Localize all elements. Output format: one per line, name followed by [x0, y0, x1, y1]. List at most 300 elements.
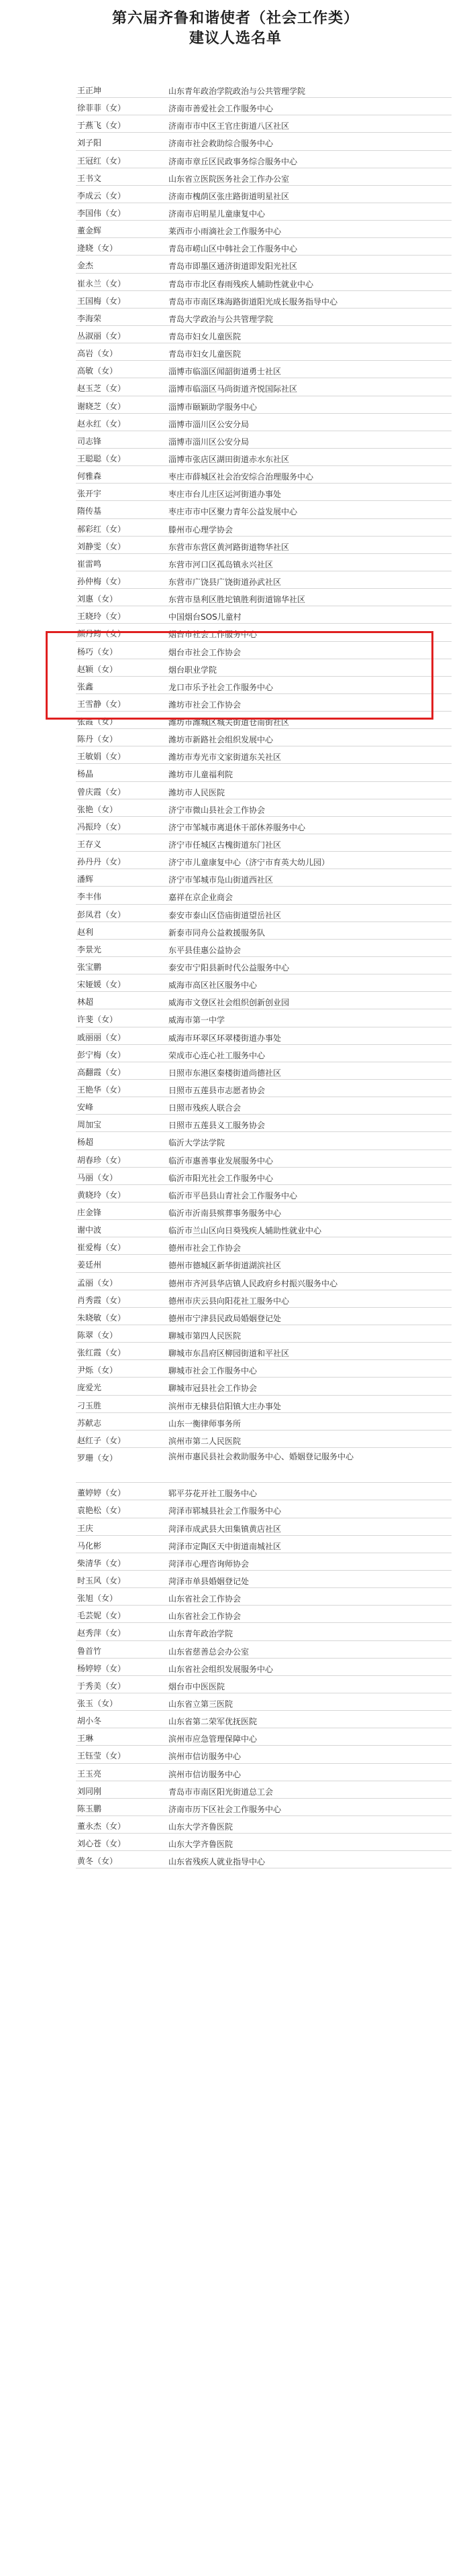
list-item [76, 1413, 452, 1431]
nominee-unit: 济南市市中区王官庄街道八区社区 [168, 121, 290, 131]
nominee-name: 王晓玲（女） [77, 612, 126, 622]
nominee-unit: 菏泽市郓城县社会工作服务中心 [168, 1506, 282, 1516]
nominee-name: 赵红子（女） [77, 1435, 126, 1445]
list-item [76, 764, 452, 781]
nominee-unit: 德州市宁津县民政局婚姻登记处 [168, 1313, 282, 1323]
nominee-unit: 潍坊市社会工作协会 [168, 699, 242, 710]
nominee-name: 赵永红（女） [77, 418, 126, 429]
nominee-name: 赵利 [77, 927, 94, 937]
nominee-name: 谢晓芝（女） [77, 401, 126, 411]
nominee-name: 王雪静（女） [77, 699, 126, 709]
list-item [76, 905, 452, 922]
nominee-name: 黄晓玲（女） [77, 1190, 126, 1200]
list-item [76, 1834, 452, 1851]
list-item [76, 1185, 452, 1202]
nominee-name: 马丽（女） [77, 1172, 118, 1182]
nominee-unit: 日照市残疾人联合会 [168, 1103, 242, 1113]
nominee-unit: 青岛大学政治与公共管理学院 [168, 314, 274, 324]
nominee-name: 李丰伟 [77, 892, 102, 902]
nominee-name: 王正坤 [77, 86, 102, 95]
nominee-unit: 枣庄市台儿庄区运河街道办事处 [168, 490, 282, 500]
nominee-unit: 德州市社会工作协会 [168, 1243, 242, 1253]
nominee-name: 赵玉芝（女） [77, 384, 126, 394]
nominee-unit: 山东省慈善总会办公室 [168, 1646, 250, 1657]
nominee-unit: 济南市槐荫区张庄路街道明星社区 [168, 191, 290, 201]
nominee-unit: 日照市东港区秦楼街道尚德社区 [168, 1068, 282, 1078]
list-item [76, 1097, 452, 1115]
nominee-name: 崔永兰（女） [77, 278, 126, 288]
list-item [76, 1360, 452, 1378]
nominee-unit: 济南市启明星儿童康复中心 [168, 209, 266, 219]
nominee-unit: 德州市齐河县华店镇人民政府乡村振兴服务中心 [168, 1278, 338, 1288]
nominee-name: 毛芸妮（女） [77, 1611, 126, 1621]
nominee-unit: 青岛市市南区珠海路街道阳光成长服务指导中心 [168, 296, 338, 306]
nominee-name: 孙丹丹（女） [77, 857, 126, 867]
list-item [76, 1623, 452, 1640]
nominee-unit: 菏泽市单县婚姻登记处 [168, 1576, 250, 1586]
nominee-name: 于燕飞（女） [77, 121, 126, 131]
list-item [76, 449, 452, 466]
list-item [76, 186, 452, 203]
nominee-name: 王琳 [77, 1734, 94, 1744]
list-item [76, 466, 452, 484]
nominee-name: 安峰 [77, 1103, 94, 1113]
nominee-name: 刘同刚 [77, 1786, 102, 1796]
nominee-unit: 滨州市信访服务中心 [168, 1752, 242, 1762]
nominee-unit: 青岛市市南区阳光街道总工会 [168, 1787, 274, 1797]
nominee-name: 刘静雯（女） [77, 541, 126, 551]
nominee-name: 王国梅（女） [77, 296, 126, 306]
nominee-name: 王冠红（女） [77, 156, 126, 166]
nominee-name: 金杰 [77, 261, 94, 271]
nominee-name: 宋娅媛（女） [77, 980, 126, 990]
list-item [76, 1202, 452, 1220]
nominee-unit: 日照市五莲县市志愿者协会 [168, 1086, 266, 1096]
nominee-name: 高敏（女） [77, 366, 118, 376]
nominee-unit: 青岛市市北区春雨残疾人辅助性就业中心 [168, 279, 314, 289]
list-item [76, 1781, 452, 1799]
nominee-name: 崔雷鸣 [77, 559, 102, 569]
nominee-name: 曾庆霞（女） [77, 787, 126, 797]
list-item [76, 1728, 452, 1746]
list-item [76, 168, 452, 186]
list-item [76, 326, 452, 343]
nominee-list [76, 80, 452, 1868]
list-item [76, 1308, 452, 1325]
nominee-name: 刘心苍（女） [77, 1839, 126, 1849]
nominee-name: 孟丽（女） [77, 1278, 118, 1288]
nominee-name: 彭凤君（女） [77, 909, 126, 919]
nominee-name: 姜廷州 [77, 1260, 102, 1270]
nominee-unit: 淄博市淄川区公安分局 [168, 437, 250, 447]
list-item [76, 1816, 452, 1834]
list-item [76, 1115, 452, 1132]
nominee-unit: 菏泽市定陶区天中街道南城社区 [168, 1541, 282, 1551]
list-item [76, 834, 452, 852]
nominee-unit: 滨州市应急管理保障中心 [168, 1734, 258, 1744]
list-item [76, 1588, 452, 1606]
nominee-unit: 龙口市乐予社会工作服务中心 [168, 682, 274, 692]
nominee-name: 彭宁梅（女） [77, 1050, 126, 1060]
nominee-name: 尹烁（女） [77, 1365, 118, 1376]
list-item [76, 957, 452, 974]
nominee-unit: 青岛市妇女儿童医院 [168, 331, 242, 341]
nominee-unit: 山东省社会组织发展服务中心 [168, 1664, 274, 1674]
list-item [76, 782, 452, 799]
nominee-name: 陈翠（女） [77, 1330, 118, 1340]
list-item [76, 799, 452, 817]
nominee-unit: 郓平芬花开社工服务中心 [168, 1489, 258, 1499]
nominee-name: 王玉亮 [77, 1769, 102, 1779]
nominee-unit: 潍坊市潍城区城关街道仓南街社区 [168, 718, 290, 728]
list-item [76, 361, 452, 378]
list-item [76, 501, 452, 518]
nominee-name: 董婷婷（女） [77, 1488, 126, 1498]
list-item [76, 238, 452, 256]
list-item [76, 1693, 452, 1711]
list-item [76, 589, 452, 606]
nominee-unit: 淄博市临淄区闻韶街道勇士社区 [168, 367, 282, 377]
list-item [76, 992, 452, 1009]
nominee-name: 马化彬 [77, 1541, 102, 1551]
nominee-name: 王钰莹（女） [77, 1751, 126, 1761]
list-item [76, 571, 452, 589]
list-item [76, 1273, 452, 1290]
list-item [76, 1168, 452, 1185]
nominee-name: 庞爱光 [77, 1383, 102, 1393]
list-item [76, 1431, 452, 1448]
list-item [76, 1448, 452, 1483]
nominee-name: 肖秀霞（女） [77, 1295, 126, 1305]
list-item [76, 1746, 452, 1763]
list-item [76, 1220, 452, 1237]
nominee-unit: 青岛市即墨区通济街道即发阳光社区 [168, 262, 298, 272]
nominee-name: 何雅森 [77, 471, 102, 482]
list-item [76, 1518, 452, 1536]
list-item [76, 817, 452, 834]
nominee-unit: 潍坊市新路社会组织发展中心 [168, 735, 274, 745]
list-item [76, 606, 452, 624]
list-item [76, 1764, 452, 1781]
list-item [76, 729, 452, 746]
nominee-name: 陈丹（女） [77, 734, 118, 744]
nominee-unit: 荣成市心连心社工服务中心 [168, 1050, 266, 1060]
nominee-unit: 济宁市邹城市凫山街道西社区 [168, 875, 274, 885]
nominee-unit: 德州市德城区新华街道湖滨社区 [168, 1261, 282, 1271]
list-item [76, 554, 452, 571]
nominee-unit: 东营市河口区孤岛镇永兴社区 [168, 559, 274, 569]
nominee-unit: 山东大学齐鲁医院 [168, 1840, 233, 1850]
nominee-unit: 威海市文登区社会组织创新创业园 [168, 998, 290, 1008]
list-item [76, 151, 452, 168]
nominee-unit: 滨州市惠民县社会救助服务中心、婚姻登记服务中心 [168, 1451, 354, 1461]
nominee-unit: 临沂市沂南县殡葬事务服务中心 [168, 1209, 282, 1218]
nominee-name: 谢中波 [77, 1225, 102, 1235]
nominee-unit: 威海市环翠区环翠楼街道办事处 [168, 1033, 282, 1043]
nominee-unit: 济南市历下区社会工作服务中心 [168, 1804, 282, 1814]
nominee-name: 杨晶 [77, 769, 94, 779]
nominee-name: 冯振玲（女） [77, 822, 126, 832]
nominee-unit: 烟台市社会工作协会 [168, 647, 242, 657]
nominee-name: 胡春珍（女） [77, 1155, 126, 1165]
list-item [76, 98, 452, 115]
nominee-name: 郝彩红（女） [77, 524, 126, 534]
highlight-box [46, 631, 433, 720]
nominee-name: 王敏娟（女） [77, 752, 126, 762]
nominee-name: 苏献志 [77, 1418, 102, 1428]
list-item [76, 1343, 452, 1360]
list-item [76, 1536, 452, 1553]
list-item [76, 1500, 452, 1518]
nominee-name: 刘惠（女） [77, 594, 118, 604]
nominee-unit: 东营市东营区黄河路街道物华社区 [168, 542, 290, 552]
nominee-unit: 淄博市淄川区公安分局 [168, 419, 250, 429]
nominee-unit: 滨州市无棣县信阳镇大庄办事处 [168, 1401, 282, 1411]
nominee-name: 林超 [77, 997, 94, 1007]
nominee-name: 高岩（女） [77, 349, 118, 359]
nominee-name: 张霞（女） [77, 717, 118, 727]
list-item [76, 1255, 452, 1272]
nominee-unit: 菏泽市心理咨询师协会 [168, 1559, 250, 1569]
list-item [76, 1799, 452, 1816]
list-item [76, 396, 452, 414]
nominee-name: 李国伟（女） [77, 208, 126, 218]
list-item [76, 133, 452, 150]
nominee-unit: 聊城市社会工作服务中心 [168, 1366, 258, 1376]
nominee-unit: 烟台职业学院 [168, 665, 217, 675]
nominee-name: 刁玉胜 [77, 1400, 102, 1410]
nominee-unit: 临沂市平邑县山青社会工作服务中心 [168, 1190, 298, 1200]
nominee-unit: 青岛市妇女儿童医院 [168, 349, 242, 359]
list-item [76, 869, 452, 887]
nominee-unit: 山东省社会工作协会 [168, 1612, 242, 1622]
list-item [76, 221, 452, 238]
nominee-name: 时玉风（女） [77, 1575, 126, 1585]
nominee-unit: 临沂大学法学院 [168, 1138, 225, 1148]
nominee-unit: 东平县佳惠公益协会 [168, 945, 242, 955]
nominee-unit: 威海市第一中学 [168, 1015, 225, 1025]
nominee-name: 赵颖（女） [77, 664, 118, 674]
nominee-name: 杨婷婷（女） [77, 1663, 126, 1673]
list-item [76, 746, 452, 764]
nominee-unit: 枣庄市市中区聚力青年公益发展中心 [168, 507, 298, 517]
list-item [76, 414, 452, 431]
list-item [76, 922, 452, 940]
nominee-name: 徐菲菲（女） [77, 103, 126, 113]
list-item [76, 1711, 452, 1728]
nominee-name: 颜丹筠（女） [77, 629, 126, 639]
list-item [76, 115, 452, 133]
nominee-unit: 嘉祥在京企业商会 [168, 893, 233, 903]
nominee-unit: 潍坊市寿光市文家街道东关社区 [168, 752, 282, 763]
list-item [76, 1641, 452, 1659]
nominee-name: 黄冬（女） [77, 1856, 118, 1866]
nominee-unit: 泰安市泰山区岱庙街道望岳社区 [168, 910, 282, 920]
list-item [76, 1027, 452, 1045]
list-item [76, 1659, 452, 1676]
list-item [76, 274, 452, 291]
list-item [76, 1396, 452, 1413]
list-item [76, 1062, 452, 1080]
nominee-unit: 济南市社会救助综合服务中心 [168, 139, 274, 149]
list-item [76, 974, 452, 992]
nominee-name: 董金辉 [77, 226, 102, 236]
nominee-unit: 新泰市同舟公益救援服务队 [168, 928, 266, 938]
nominee-unit: 山东省社会工作协会 [168, 1594, 242, 1604]
nominee-name: 赵秀萍（女） [77, 1628, 126, 1638]
nominee-name: 崔爱梅（女） [77, 1243, 126, 1253]
nominee-unit: 日照市五莲县义工服务协会 [168, 1121, 266, 1131]
nominee-unit: 滨州市第二人民医院 [168, 1436, 242, 1446]
nominee-name: 庄金锋 [77, 1208, 102, 1217]
nominee-unit: 淄博市临淄区马尚街道齐悦国际社区 [168, 384, 298, 394]
nominee-unit: 潍坊市儿童福利院 [168, 770, 233, 780]
list-item [76, 1676, 452, 1693]
nominee-name: 朱晓敏（女） [77, 1312, 126, 1323]
list-item [76, 1606, 452, 1623]
nominee-unit: 山东省立第三医院 [168, 1699, 233, 1709]
nominee-name: 董永杰（女） [77, 1821, 126, 1831]
list-item [76, 887, 452, 904]
nominee-name: 李成云（女） [77, 190, 126, 201]
nominee-name: 王书文 [77, 173, 102, 183]
nominee-unit: 临沂市阳光社会工作服务中心 [168, 1173, 274, 1183]
nominee-name: 高翻霞（女） [77, 1067, 126, 1077]
nominee-unit: 菏泽市成武县大田集镇黄店社区 [168, 1524, 282, 1534]
list-item [76, 1237, 452, 1255]
nominee-unit: 淄博市张店区湖田街道赤水东社区 [168, 454, 290, 464]
nominee-name: 许斐（女） [77, 1015, 118, 1025]
nominee-unit: 潍坊市人民医院 [168, 787, 225, 797]
nominee-unit: 临沂市兰山区向日葵残疾人辅助性就业中心 [168, 1226, 322, 1236]
nominee-name: 张开宇 [77, 489, 102, 499]
list-item [76, 431, 452, 449]
nominee-name: 陈玉鹏 [77, 1803, 102, 1813]
nominee-unit: 济宁市微山县社会工作协会 [168, 805, 266, 815]
nominee-name: 司志锋 [77, 436, 102, 446]
nominee-unit: 山东大学齐鲁医院 [168, 1822, 233, 1832]
nominee-name: 王存义 [77, 840, 102, 850]
nominee-unit: 莱西市小雨滴社会工作服务中心 [168, 227, 282, 237]
nominee-name: 王庆 [77, 1523, 94, 1533]
nominee-name: 孙仲梅（女） [77, 576, 126, 586]
nominee-name: 胡小冬 [77, 1716, 102, 1726]
list-item [76, 1553, 452, 1571]
list-item [76, 1009, 452, 1027]
list-item [76, 343, 452, 361]
nominee-unit: 青岛市崂山区中韩社会工作服务中心 [168, 244, 298, 254]
nominee-unit: 临沂市惠善事业发展服务中心 [168, 1156, 274, 1166]
list-item [76, 378, 452, 396]
nominee-unit: 济南市章丘区民政事务综合服务中心 [168, 156, 298, 166]
nominee-unit: 山东省立医院医务社会工作办公室 [168, 174, 290, 184]
nominee-name: 潘辉 [77, 875, 94, 885]
nominee-unit: 济宁市邹城市离退休干部休养服务中心 [168, 822, 306, 832]
nominee-unit: 聊城市冠县社会工作协会 [168, 1384, 258, 1394]
nominee-name: 隋传基 [77, 506, 102, 516]
list-item [76, 1571, 452, 1588]
nominee-name: 杨超 [77, 1137, 94, 1147]
list-item [76, 1483, 452, 1500]
nominee-unit: 枣庄市薛城区社会治安综合治理服务中心 [168, 472, 314, 482]
list-item [76, 940, 452, 957]
nominee-unit: 聊城市第四人民医院 [168, 1331, 242, 1341]
list-item [76, 1851, 452, 1868]
nominee-name: 王艳华（女） [77, 1085, 126, 1095]
nominee-unit: 淄博市颐颖助学服务中心 [168, 402, 258, 412]
nominee-unit: 山东省残疾人就业指导中心 [168, 1857, 266, 1867]
nominee-unit: 济宁市儿童康复中心（济宁市育英大幼儿园） [168, 858, 330, 868]
list-item [76, 852, 452, 869]
nominee-name: 丛淑丽（女） [77, 331, 126, 341]
list-item [76, 1325, 452, 1343]
list-item [76, 203, 452, 221]
nominee-name: 鲁首竹 [77, 1646, 102, 1656]
nominee-unit: 滕州市心理学协会 [168, 524, 233, 535]
list-item [76, 484, 452, 501]
nominee-unit: 滨州市信访服务中心 [168, 1769, 242, 1779]
nominee-name: 张鑫 [77, 681, 94, 691]
list-item [76, 80, 452, 98]
nominee-name: 周加宝 [77, 1120, 102, 1130]
list-item [76, 309, 452, 326]
nominee-unit: 东营市垦利区胜坨镇胜利街道锦华社区 [168, 595, 306, 605]
nominee-unit: 德州市庆云县向阳花社工服务中心 [168, 1296, 290, 1306]
nominee-name: 逄晓（女） [77, 243, 118, 254]
nominee-name: 杨巧（女） [77, 647, 118, 657]
list-item [76, 537, 452, 554]
nominee-name: 张红霞（女） [77, 1348, 126, 1358]
nominee-unit: 山东青年政治学院 [168, 1629, 233, 1639]
list-item [76, 1132, 452, 1150]
nominee-unit: 泰安市宁阳县新时代公益服务中心 [168, 963, 290, 973]
nominee-unit: 山东青年政治学院政治与公共管理学院 [168, 87, 306, 96]
nominee-name: 袁艳松（女） [77, 1506, 126, 1516]
nominee-name: 于秀美（女） [77, 1681, 126, 1691]
nominee-name: 张玉（女） [77, 1698, 118, 1708]
nominee-name: 李海荣 [77, 313, 102, 323]
nominee-name: 戚丽丽（女） [77, 1032, 126, 1042]
nominee-name: 王聪聪（女） [77, 453, 126, 463]
list-item [76, 1290, 452, 1308]
list-item [76, 291, 452, 309]
nominee-unit: 山东一衡律师事务所 [168, 1418, 242, 1429]
nominee-unit: 聊城市东昌府区柳园街道和平社区 [168, 1349, 290, 1359]
list-item [76, 1045, 452, 1062]
nominee-name: 罗珊（女） [77, 1453, 118, 1463]
nominee-name: 张宝鹏 [77, 962, 102, 972]
nominee-unit: 济南市善爱社会工作服务中心 [168, 104, 274, 114]
list-item [76, 1378, 452, 1395]
nominee-name: 李景光 [77, 944, 102, 954]
nominee-unit: 中国烟台SOS儿童村 [168, 612, 242, 622]
nominee-name: 张艳（女） [77, 804, 118, 814]
nominee-unit: 威海市高区社区服务中心 [168, 981, 258, 991]
nominee-name: 柴清华（女） [77, 1558, 126, 1568]
list-item [76, 1080, 452, 1097]
nominee-name: 张旭（女） [77, 1593, 118, 1604]
nominee-unit: 东营市广饶县广饶街道孙武社区 [168, 577, 282, 587]
nominee-unit: 烟台市中医医院 [168, 1681, 225, 1691]
list-item [76, 1150, 452, 1168]
list-item [76, 519, 452, 537]
nominee-unit: 山东省第二荣军优抚医院 [168, 1717, 258, 1727]
document-title: 第六届齐鲁和谐使者（社会工作类） [111, 10, 359, 27]
nominee-unit: 济宁市任城区古槐街道东门社区 [168, 840, 282, 850]
document-subtitle: 建议人选名单 [189, 30, 282, 47]
nominee-unit: 烟台市社会工作服务中心 [168, 630, 258, 640]
list-item [76, 256, 452, 273]
